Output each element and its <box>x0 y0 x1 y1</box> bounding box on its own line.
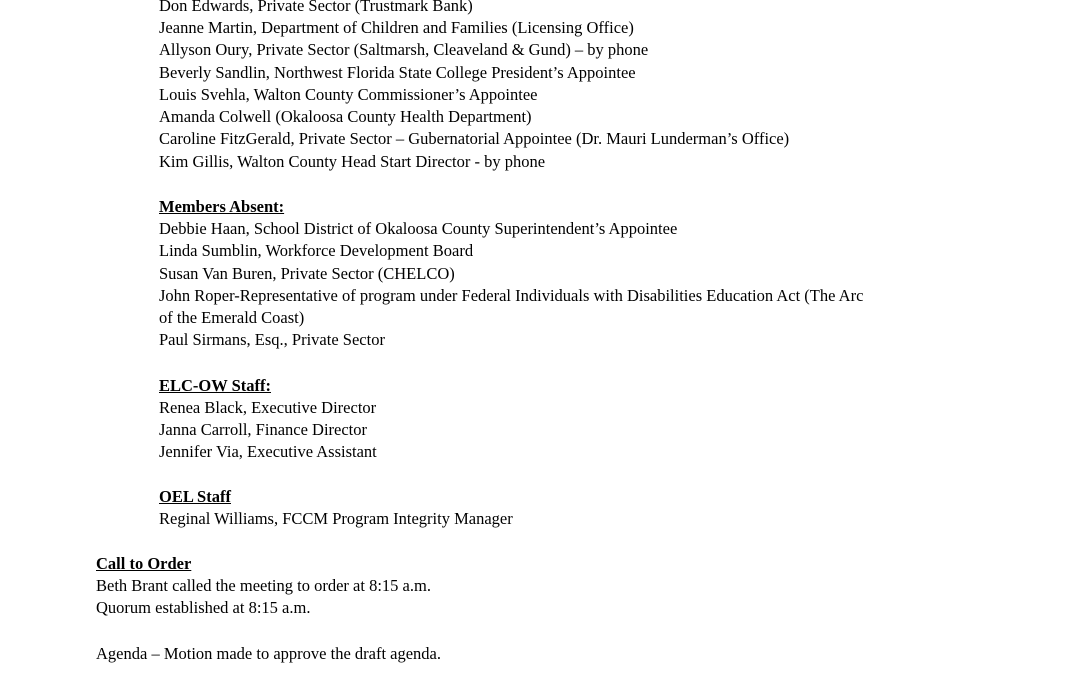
member-absent-entry: Debbie Haan, School District of Okaloosa County Superintendent’s Appointee <box>159 219 678 238</box>
member-absent-entry: John Roper-Representative of program under Federal Individuals with Disabilities Education Act (The Arc <box>159 286 864 305</box>
member-present-entry: Allyson Oury, Private Sector (Saltmarsh, Cleaveland & Gund) – by phone <box>159 40 649 59</box>
member-absent-entry: Susan Van Buren, Private Sector (CHELCO) <box>159 264 455 283</box>
member-present-entry: Amanda Colwell (Okaloosa County Health Department) <box>159 107 532 126</box>
members-absent-heading: Members Absent: <box>159 197 285 216</box>
oel-staff-entry: Reginal Williams, FCCM Program Integrity Manager <box>159 509 513 528</box>
elc-staff-entry: Janna Carroll, Finance Director <box>159 420 368 439</box>
member-absent-entry: Linda Sumblin, Workforce Development Board <box>159 241 474 260</box>
member-present-entry: Louis Svehla, Walton County Commissioner’s Appointee <box>159 85 538 104</box>
call-to-order-heading: Call to Order <box>96 554 192 573</box>
member-present-entry: Don Edwards, Private Sector (Trustmark Bank) <box>159 0 473 15</box>
member-absent-entry: Paul Sirmans, Esq., Private Sector <box>159 330 385 349</box>
call-to-order-entry: Quorum established at 8:15 a.m. <box>96 598 311 617</box>
call-to-order-entry: Beth Brant called the meeting to order at 8:15 a.m. <box>96 576 431 595</box>
member-present-entry: Jeanne Martin, Department of Children and Families (Licensing Office) <box>159 18 634 37</box>
elc-staff-heading: ELC-OW Staff: <box>159 376 271 395</box>
member-absent-entry-continued: of the Emerald Coast) <box>159 308 305 327</box>
member-present-entry: Caroline FitzGerald, Private Sector – Gubernatorial Appointee (Dr. Mauri Lunderman’s Office) <box>159 129 790 148</box>
elc-staff-entry: Jennifer Via, Executive Assistant <box>159 442 377 461</box>
member-present-entry: Kim Gillis, Walton County Head Start Director - by phone <box>159 152 546 171</box>
agenda-motion: Agenda – Motion made to approve the draft agenda. <box>96 644 442 663</box>
oel-staff-heading: OEL Staff <box>159 487 231 506</box>
member-present-entry: Beverly Sandlin, Northwest Florida State College President’s Appointee <box>159 63 636 82</box>
elc-staff-entry: Renea Black, Executive Director <box>159 398 377 417</box>
